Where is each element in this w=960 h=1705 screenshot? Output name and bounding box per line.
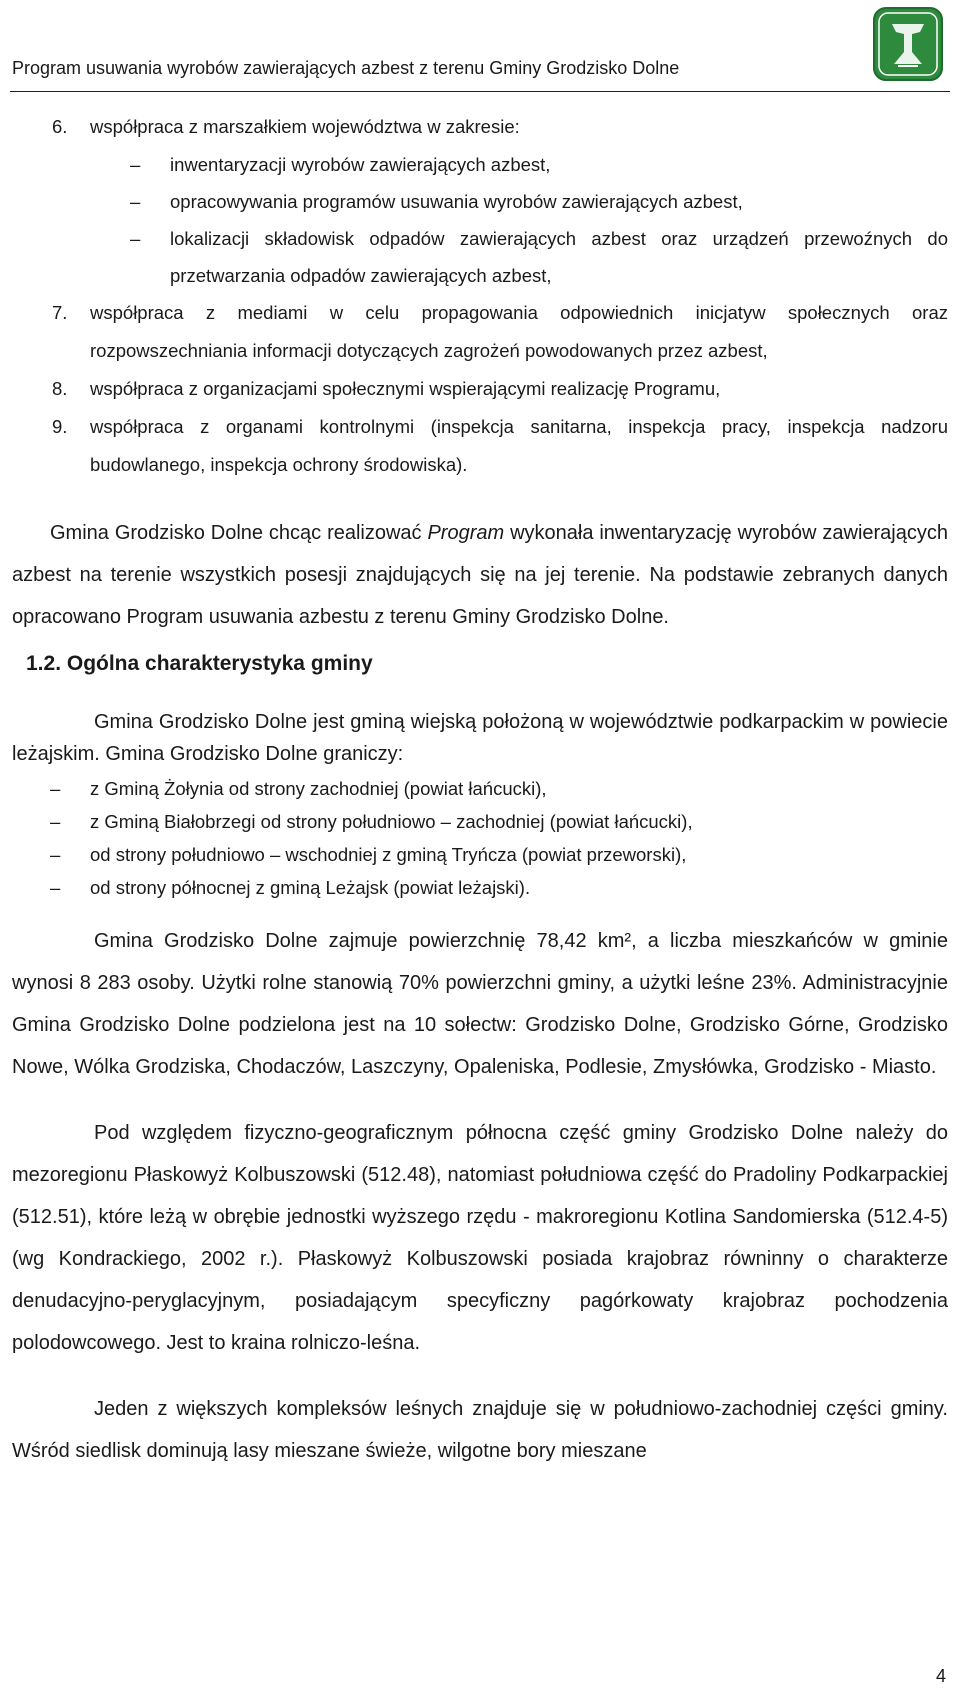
border-item <box>12 772 948 805</box>
list-number: 8. <box>52 378 68 399</box>
paragraph-inventory <box>12 512 948 638</box>
sublist-item-text: inwentaryzacji wyrobów zawierających azbest, <box>170 154 551 175</box>
dash-bullet: – <box>130 228 141 249</box>
dash-bullet: – <box>50 778 61 799</box>
border-item-text: od strony południowo – wschodniej z gminą Tryńcza (powiat przeworski), <box>90 844 687 865</box>
border-item-text: z Gminą Białobrzegi od strony południowo – zachodniej (powiat łańcucki), <box>90 811 693 832</box>
dash-bullet: – <box>50 844 61 865</box>
sublist-item <box>12 146 948 183</box>
list-item-7 <box>12 294 948 370</box>
list-item-text: współpraca z marszałkiem województwa w zakresie: <box>90 116 520 137</box>
borders-list <box>12 772 948 904</box>
list-item-text: współpraca z mediami w celu propagowania odpowiednich inicjatyw społecznych oraz rozpowszechniania informacji dotyczących zagrożeń powodowanych przez azbest, <box>90 302 948 361</box>
list-item-6 <box>12 108 948 146</box>
list-item-8 <box>12 370 948 408</box>
dash-bullet: – <box>50 877 61 898</box>
paragraph-area: Gmina Grodzisko Dolne zajmuje powierzchnię 78,42 km², a liczba mieszkańców w gminie wynosi 8 283 osoby. Użytki rolne stanowią 70% powierzchni gminy, a użytki leśne 23%. Administracyjnie Gmina Grodzisko Dolne podzielona jest na 10 sołectw: Grodzisko Dolne, Grodzisko Górne, Grodzisko Nowe, Wólka Grodziska, Chodaczów, Laszczyny, Opaleniska, Podlesie, Zmysłówka, Grodzisko - Miasto. <box>12 930 948 1078</box>
gmina-crest-icon <box>872 6 944 82</box>
paragraph-location: Gmina Grodzisko Dolne jest gminą wiejską położoną w województwie podkarpackim w powiecie leżajskim. Gmina Grodzisko Dolne graniczy: <box>12 711 948 765</box>
sublist-item <box>12 220 948 294</box>
border-item <box>12 838 948 871</box>
paragraph-text: Gmina Grodzisko Dolne chcąc realizować <box>50 522 428 544</box>
list-item-text: współpraca z organizacjami społecznymi wspierającymi realizację Programu, <box>90 378 721 399</box>
paragraph-geography: Pod względem fizyczno-geograficznym północna część gminy Grodzisko Dolne należy do mezoregionu Płaskowyż Kolbuszowski (512.48), natomiast południowa część do Pradoliny Podkarpackiej (512.51), które leżą w obrębie jednostki wyższego rzędu - makroregionu Kotlina Sandomierska (512.4-5) (wg Kondrackiego, 2002 r.). Płaskowyż Kolbuszowski posiada krajobraz równinny o charakterze denudacyjno-peryglacyjnym, posiadającym specyficzny pagórkowaty krajobraz pochodzenia polodowcowego. Jest to kraina rolniczo-leśna. <box>12 1122 948 1354</box>
header-divider <box>10 91 950 92</box>
list-number: 6. <box>52 116 68 137</box>
paragraph-forest: Jeden z większych kompleksów leśnych znajduje się w południowo-zachodniej części gminy. Wśród siedlisk dominują lasy mieszane świeże, wilgotne bory mieszane <box>12 1398 948 1462</box>
sublist-item <box>12 183 948 220</box>
paragraph-text: wykonała inwentaryzację wyrobów zawierających azbest na terenie wszystkich posesji znajdujących się na jej terenie. Na podstawie zebranych danych opracowano Program usuwania azbestu z terenu Gminy Grodzisko Dolne. <box>12 522 948 628</box>
section-heading: 1.2. Ogólna charakterystyka gminy <box>26 652 373 675</box>
document-body <box>12 108 948 1472</box>
border-item <box>12 805 948 838</box>
program-italic: Program <box>427 522 505 544</box>
list-number: 7. <box>52 302 68 323</box>
page-number: 4 <box>935 1666 946 1686</box>
sublist-item-text: lokalizacji składowisk odpadów zawierających azbest oraz urządzeń przewoźnych do przetwarzania odpadów zawierających azbest, <box>170 228 948 286</box>
page-header <box>0 0 960 92</box>
border-item-text: od strony północnej z gminą Leżajsk (powiat leżajski). <box>90 877 531 898</box>
dash-bullet: – <box>130 191 141 212</box>
border-item <box>12 871 948 904</box>
dash-bullet: – <box>130 154 141 175</box>
dash-bullet: – <box>50 811 61 832</box>
list-number: 9. <box>52 416 68 437</box>
list-item-text: współpraca z organami kontrolnymi (inspekcja sanitarna, inspekcja pracy, inspekcja nadzoru budowlanego, inspekcja ochrony środowiska). <box>90 416 948 475</box>
sublist-item-text: opracowywania programów usuwania wyrobów zawierających azbest, <box>170 191 743 212</box>
list-item-9 <box>12 408 948 484</box>
border-item-text: z Gminą Żołynia od strony zachodniej (powiat łańcucki), <box>90 778 547 799</box>
header-title: Program usuwania wyrobów zawierających azbest z terenu Gminy Grodzisko Dolne <box>12 58 680 78</box>
